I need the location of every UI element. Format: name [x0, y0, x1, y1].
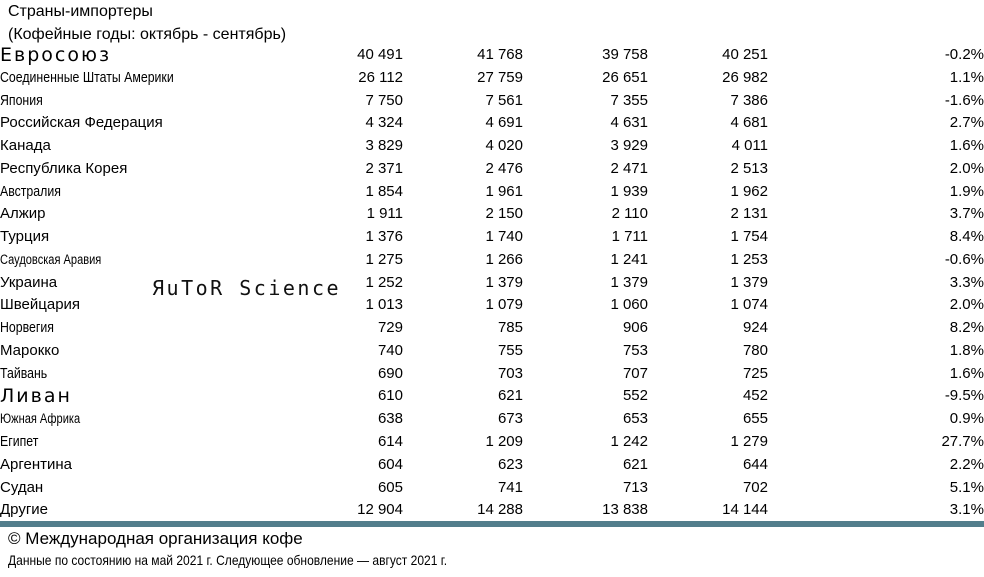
value-cell: 3 929: [610, 137, 648, 155]
value-cell: 702: [742, 478, 768, 496]
value-cell: 26 651: [602, 68, 648, 86]
table-row: [0, 363, 984, 386]
country-label-text: Российская Федерация: [0, 114, 163, 132]
value-cell: 703: [497, 364, 523, 382]
value-cell: 610: [377, 387, 403, 405]
importers-table-body: [0, 44, 984, 523]
value-cell: 2 471: [610, 159, 648, 177]
value-cell: 621: [622, 455, 648, 473]
country-label: [0, 408, 335, 431]
country-label-text: Соединенные Штаты Америки: [0, 69, 174, 86]
change-cell: -0.6%: [944, 250, 984, 268]
watermark: ЯuToR Science: [152, 276, 342, 300]
value-cell: 3 829: [365, 137, 403, 155]
value-cell: 1 754: [730, 228, 768, 246]
country-label: [0, 44, 335, 67]
table-row: [0, 408, 984, 431]
value-cell: 729: [377, 319, 403, 337]
change-cell: 1.8%: [949, 341, 984, 359]
value-cell: 14 144: [648, 499, 768, 522]
value-cell: 1 740: [485, 228, 523, 246]
value-cell: 707: [622, 364, 648, 382]
source-line: © Международная организация кофе: [8, 529, 303, 548]
value-cell: 27 759: [477, 68, 523, 86]
country-label: [0, 90, 335, 113]
value-cell: 4 681: [730, 114, 768, 132]
country-label: [0, 112, 335, 135]
value-cell: 713: [622, 478, 648, 496]
value-cell: 7 386: [730, 91, 768, 109]
table-row: [0, 226, 984, 249]
change-cell: -9.5%: [944, 387, 984, 405]
value-cell: 1 241: [610, 250, 648, 268]
value-cell: 4 631: [610, 114, 648, 132]
value-cell: 1 379: [485, 273, 523, 291]
value-cell: 1 962: [730, 182, 768, 200]
value-cell: 906: [622, 319, 648, 337]
value-cell: 1 376: [365, 228, 403, 246]
value-cell: 753: [622, 341, 648, 359]
country-label: [0, 158, 335, 181]
value-cell: 14 288: [403, 499, 523, 522]
country-label-text: Марокко: [0, 341, 60, 359]
value-cell: 690: [377, 364, 403, 382]
value-cell: 1 379: [610, 273, 648, 291]
value-cell: 1 253: [730, 250, 768, 268]
value-cell: 1 209: [485, 433, 523, 451]
change-cell: 1.6%: [949, 137, 984, 155]
country-label: [0, 477, 335, 500]
value-cell: 1 939: [610, 182, 648, 200]
value-cell: 644: [742, 455, 768, 473]
value-cell: 725: [742, 364, 768, 382]
country-label: [0, 203, 335, 226]
country-label: [0, 67, 335, 90]
country-label: [0, 226, 335, 249]
country-label: [0, 340, 335, 363]
value-cell: 1 379: [730, 273, 768, 291]
value-cell: 4 691: [485, 114, 523, 132]
table-row: [0, 499, 984, 522]
country-label-text: Саудовская Аравия: [0, 251, 102, 267]
table-row: [0, 90, 984, 113]
table-row: [0, 203, 984, 226]
value-cell: 4 011: [731, 137, 768, 155]
change-cell: 2.0%: [949, 296, 984, 314]
value-cell: 7 355: [610, 91, 648, 109]
country-label-text: Норвегия: [0, 320, 54, 337]
value-cell: 552: [622, 387, 648, 405]
value-cell: 26 112: [358, 68, 403, 86]
value-cell: 1 911: [366, 205, 403, 223]
value-cell: 1 961: [485, 182, 523, 200]
value-cell: 40 251: [722, 46, 768, 63]
change-cell: 8.2%: [949, 319, 984, 337]
change-cell: 8.4%: [949, 228, 984, 246]
value-cell: 1 060: [610, 296, 648, 314]
value-cell: 655: [742, 410, 768, 428]
value-cell: 1 711: [611, 228, 648, 246]
change-cell: -0.2%: [944, 46, 984, 63]
update-note: Данные по состоянию на май 2021 г. Следующее обновление — август 2021 г.: [8, 552, 448, 568]
value-cell: 2 110: [611, 205, 648, 223]
value-cell: 1 275: [365, 250, 403, 268]
change-cell: 5.1%: [949, 478, 984, 496]
table-row: [0, 67, 984, 90]
value-cell: 604: [377, 455, 403, 473]
country-label-text: Ливан: [0, 385, 72, 408]
value-cell: 1 279: [730, 433, 768, 451]
country-label: [0, 181, 335, 204]
value-cell: 785: [497, 319, 523, 337]
change-cell: 2.0%: [949, 159, 984, 177]
country-label: [0, 431, 335, 454]
value-cell: 780: [742, 341, 768, 359]
value-cell: 741: [497, 478, 523, 496]
table-row: [0, 477, 984, 500]
value-cell: 7 750: [365, 91, 403, 109]
country-label-text: Египет: [0, 434, 39, 451]
change-cell: 1.9%: [949, 182, 984, 200]
value-cell: 740: [377, 341, 403, 359]
table-row: [0, 454, 984, 477]
table-row: [0, 135, 984, 158]
value-cell: 924: [742, 319, 768, 337]
value-cell: 1 252: [365, 273, 403, 291]
country-label-text: Алжир: [0, 205, 46, 223]
change-cell: 3.1%: [768, 499, 984, 522]
value-cell: 614: [377, 433, 403, 451]
change-cell: 2.7%: [949, 114, 984, 132]
value-cell: 1 266: [485, 250, 523, 268]
country-label-text: Евросоюз: [0, 44, 112, 66]
change-cell: 1.1%: [949, 68, 984, 86]
table-row: [0, 249, 984, 272]
table-bottom-rule: [0, 521, 984, 527]
country-label-text: Австралия: [0, 183, 61, 200]
value-cell: 1 079: [485, 296, 523, 314]
country-label-text: Турция: [0, 228, 50, 246]
value-cell: 1 854: [365, 182, 403, 200]
value-cell: 40 491: [357, 46, 403, 63]
change-cell: 3.3%: [949, 273, 984, 291]
country-label-text: Украина: [0, 273, 58, 291]
change-cell: 2.2%: [949, 455, 984, 473]
value-cell: 2 150: [485, 205, 523, 223]
value-cell: 1 013: [365, 296, 403, 314]
country-label: [0, 385, 335, 408]
country-label-text: Тайвань: [0, 365, 48, 382]
value-cell: 673: [497, 410, 523, 428]
country-label: [0, 249, 335, 272]
country-label: [0, 499, 335, 522]
table-row: [0, 317, 984, 340]
page-title: Страны-импортеры: [8, 3, 153, 20]
table-row: [0, 181, 984, 204]
country-label-text: Южная Африка: [0, 411, 81, 427]
table-row: [0, 112, 984, 135]
country-label-text: Республика Корея: [0, 159, 128, 177]
value-cell: 638: [377, 410, 403, 428]
value-cell: 2 131: [730, 205, 768, 223]
value-cell: 4 020: [485, 137, 523, 155]
value-cell: 621: [497, 387, 523, 405]
value-cell: 2 476: [485, 159, 523, 177]
value-cell: 653: [622, 410, 648, 428]
country-label-text: Япония: [0, 92, 43, 109]
country-label-text: Судан: [0, 478, 44, 496]
country-label: [0, 363, 335, 386]
value-cell: 605: [377, 478, 403, 496]
country-label: [0, 135, 335, 158]
country-label-text: Швейцария: [0, 296, 81, 314]
value-cell: 623: [497, 455, 523, 473]
value-cell: 12 904: [335, 499, 403, 522]
value-cell: 452: [742, 387, 768, 405]
value-cell: 7 561: [485, 91, 523, 109]
change-cell: -1.6%: [944, 91, 984, 109]
value-cell: 2 371: [365, 159, 403, 177]
country-label: [0, 317, 335, 340]
country-label-text: Канада: [0, 137, 51, 155]
table-row: [0, 340, 984, 363]
country-label-text: Аргентина: [0, 455, 72, 473]
table-row: [0, 294, 984, 317]
importers-table: [0, 44, 984, 523]
table-row: [0, 44, 984, 67]
value-cell: 39 758: [602, 46, 648, 63]
table-row: [0, 158, 984, 181]
value-cell: 755: [497, 341, 523, 359]
value-cell: 2 513: [730, 159, 768, 177]
table-row: [0, 431, 984, 454]
value-cell: 1 074: [730, 296, 768, 314]
country-label: [0, 454, 335, 477]
change-cell: 3.7%: [949, 205, 984, 223]
table-row: [0, 385, 984, 408]
country-label-text: Другие: [0, 501, 49, 519]
value-cell: 41 768: [477, 46, 523, 63]
change-cell: 0.9%: [949, 410, 984, 428]
value-cell: 4 324: [365, 114, 403, 132]
value-cell: 1 242: [610, 433, 648, 451]
page-subtitle: (Кофейные годы: октябрь - сентябрь): [8, 26, 287, 43]
value-cell: 26 982: [722, 68, 768, 86]
table-row: [0, 272, 984, 295]
change-cell: 1.6%: [949, 364, 984, 382]
change-cell: 27.7%: [941, 433, 984, 451]
value-cell: 13 838: [523, 499, 648, 522]
